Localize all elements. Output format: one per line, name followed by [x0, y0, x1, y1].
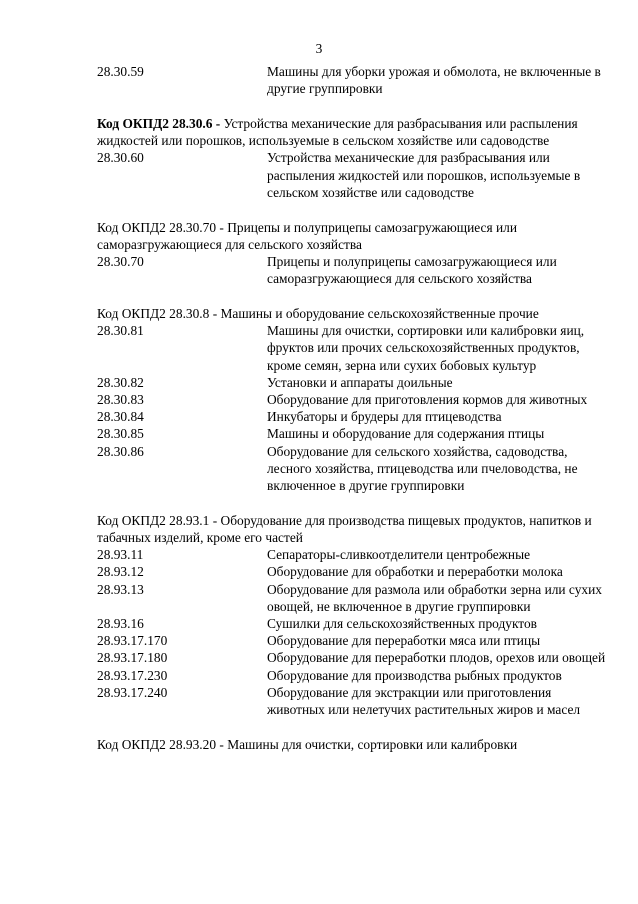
okpd-description: Оборудование для обработки и переработки молока: [267, 564, 563, 580]
section-header-prefix: Код ОКПД2 28.93.1 -: [97, 512, 218, 528]
okpd-description: Устройства механические для разбрасывания или распыления жидкостей или порошков, используемые в сельском хозяйстве или садоводстве: [267, 150, 581, 200]
okpd-section: [97, 219, 607, 288]
okpd-section: [97, 736, 607, 753]
section-gap: [97, 718, 607, 736]
okpd-description: Машины и оборудование для содержания птицы: [267, 426, 545, 442]
okpd-code: 28.30.81: [97, 323, 144, 339]
section-header-prefix: Код ОКПД2 28.30.6 -: [97, 116, 221, 131]
okpd-description: Сепараторы-сливкоотделители центробежные: [267, 547, 531, 563]
section-header-text: Машины и оборудование сельскохозяйственные прочие: [217, 306, 539, 322]
okpd-code: 28.93.17.180: [97, 650, 168, 666]
section-gap: [97, 97, 607, 115]
okpd-description: Оборудование для приготовления кормов для животных: [267, 392, 588, 408]
code-row: [97, 391, 607, 408]
code-row: [97, 563, 607, 580]
okpd-code: 28.30.60: [97, 150, 144, 166]
okpd-section: [97, 63, 607, 97]
okpd-code: 28.93.17.230: [97, 667, 168, 683]
section-gap: [97, 201, 607, 219]
document-body: [97, 63, 607, 753]
okpd-description: Оборудование для размола или обработки зерна или сухих овощей, не включенное в другие группировки: [267, 581, 602, 614]
okpd-description: Машины для уборки урожая и обмолота, не включенные в другие группировки: [267, 64, 601, 97]
section-header: [97, 305, 607, 322]
section-header: [97, 736, 607, 753]
section-header-prefix: Код ОКПД2 28.30.70 -: [97, 219, 224, 235]
okpd-description: Оборудование для переработки мяса или птицы: [267, 633, 541, 649]
okpd-section: [97, 305, 607, 494]
okpd-code: 28.93.17.170: [97, 633, 168, 649]
section-header: [97, 512, 607, 546]
okpd-description: Оборудование для экстракции или приготовления животных или нелетучих растительных жиров и масел: [267, 684, 581, 718]
okpd-description: Оборудование для сельского хозяйства, садоводства, лесного хозяйства, птицеводства или пчеловодства, не включенное в другие группировки: [267, 443, 578, 494]
section-gap: [97, 287, 607, 305]
section-header-text: Устройства механические для разбрасывания или распыления жидкостей или порошков, используемые в сельском хозяйстве или садоводстве: [97, 116, 578, 149]
code-row: [97, 253, 607, 287]
code-row: [97, 63, 607, 97]
code-row: [97, 408, 607, 425]
code-row: [97, 632, 607, 649]
okpd-code: 28.93.16: [97, 616, 144, 632]
okpd-code: 28.30.85: [97, 426, 144, 442]
code-row: [97, 581, 607, 615]
code-row: [97, 649, 607, 666]
section-gap: [97, 494, 607, 512]
section-header-prefix: Код ОКПД2 28.30.8 -: [97, 306, 218, 322]
okpd-description: Сушилки для сельскохозяйственных продуктов: [267, 616, 537, 632]
section-header: [97, 115, 607, 149]
code-row: [97, 615, 607, 632]
okpd-section: [97, 115, 607, 201]
okpd-code: 28.30.86: [97, 443, 144, 459]
okpd-code: 28.30.59: [97, 64, 144, 79]
okpd-code: 28.93.17.240: [97, 684, 168, 700]
section-header-text: Прицепы и полуприцепы самозагружающиеся или саморазгружающиеся для сельского хозяйства: [97, 219, 517, 252]
okpd-description: Прицепы и полуприцепы самозагружающиеся или саморазгружающиеся для сельского хозяйства: [267, 254, 557, 287]
okpd-description: Оборудование для производства рыбных продуктов: [267, 667, 562, 683]
code-row: [97, 322, 607, 374]
code-row: [97, 149, 607, 201]
okpd-code: 28.30.82: [97, 374, 144, 390]
okpd-description: Инкубаторы и брудеры для птицеводства: [267, 409, 502, 425]
code-row: [97, 684, 607, 718]
section-header-text: Оборудование для производства пищевых продуктов, напитков и табачных изделий, кроме его частей: [97, 512, 592, 546]
okpd-description: Установки и аппараты доильные: [267, 374, 453, 390]
page-number: 3: [315, 41, 323, 56]
code-row: [97, 425, 607, 442]
okpd-code: 28.30.70: [97, 254, 144, 270]
okpd-code: 28.30.84: [97, 409, 144, 425]
okpd-code: 28.93.13: [97, 581, 144, 597]
okpd-code: 28.93.12: [97, 564, 144, 580]
okpd-section: [97, 512, 607, 718]
section-header-prefix: Код ОКПД2 28.93.20 -: [97, 736, 224, 752]
okpd-code: 28.93.11: [97, 547, 144, 563]
okpd-description: Машины для очистки, сортировки или калибровки яиц, фруктов или прочих сельскохозяйственных продуктов, кроме семян, зерна или сухих бобовых культур: [267, 323, 585, 373]
okpd-code: 28.30.83: [97, 392, 144, 408]
section-header-text: Машины для очистки, сортировки или калибровки: [223, 736, 518, 752]
code-row: [97, 443, 607, 495]
code-row: [97, 546, 607, 563]
section-header: [97, 219, 607, 253]
okpd-description: Оборудование для переработки плодов, орехов или овощей: [267, 650, 606, 666]
code-row: [97, 667, 607, 684]
code-row: [97, 374, 607, 391]
